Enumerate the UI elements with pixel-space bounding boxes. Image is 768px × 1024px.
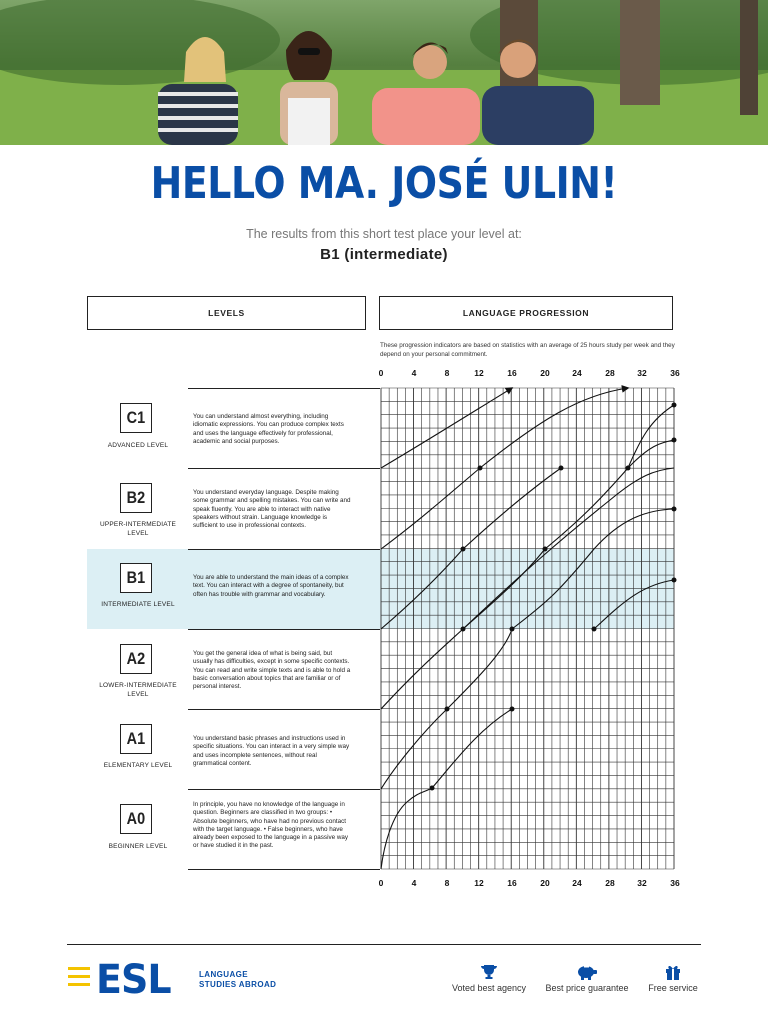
tagline-line-1: LANGUAGE [199,970,248,979]
perk-label: Voted best agency [451,983,527,993]
axis-tick-bottom: 24 [572,878,582,888]
axis-tick-top: 20 [540,368,550,378]
tagline-line-2: STUDIES ABROAD [199,980,277,989]
axis-tick-bottom: 0 [378,878,384,888]
level-desc-c1: You can understand almost everything, including idiomatic expressions. You can produce complex texts and uses the language effectively for professional, academic and social purposes. [193,413,344,445]
footer-divider [67,944,701,945]
progress-curve-b1 [381,388,628,549]
level-badge-c1: C1 [120,403,152,433]
level-badge-a0: A0 [120,804,152,834]
axis-tick-bottom: 20 [540,878,550,888]
level-badge-b2: B2 [120,483,152,513]
perk-label: Free service [648,983,698,993]
perk-free-service [644,964,702,993]
axis-tick-top: 28 [605,368,615,378]
progression-header: LANGUAGE PROGRESSION [379,296,673,330]
perk-best-agency [448,964,530,993]
level-desc-a2: You get the general idea of what is being said, but usually has difficulties, except in some specific contexts. You can read and write simple texts and is able to hold a basic conversation about topics that are familiar or of personal interest. [193,650,351,691]
level-name-b2: UPPER-INTERMEDIATE LEVEL [99,521,177,537]
axis-tick-bottom: 28 [605,878,615,888]
level-badge-a2: A2 [120,644,152,674]
axis-tick-top: 32 [637,368,647,378]
level-desc-b2: You understand everyday language. Despite making some grammar and spelling mistakes. You can write and speak fluently. You are able to interact with native speakers without strain. Language knowledge is sufficient to use in professional contexts. [193,489,351,530]
progress-curve-c1-c [545,440,674,549]
axis-tick-top: 24 [572,368,582,378]
axis-tick-bottom: 12 [474,878,484,888]
logo-tagline [199,970,276,990]
axis-tick-bottom: 36 [670,878,680,888]
piggy-bank-icon [576,964,598,980]
axis-tick-bottom: 4 [411,878,417,888]
axis-tick-bottom: 32 [637,878,647,888]
level-badge-b1: B1 [120,563,152,593]
progression-note: These progression indicators are based on statistics with an average of 25 hours study per week and they depend on your personal commitment. [380,342,675,358]
greeting-title: HELLO MA. JOSÉ ULIN! [150,158,618,209]
axis-tick-top: 12 [474,368,484,378]
esl-logo: ESL [96,957,171,1003]
trophy-icon [480,964,498,980]
axis-tick-top: 8 [444,368,450,378]
perk-best-price [540,964,634,993]
levels-header: LEVELS [87,296,366,330]
axis-tick-top: 36 [670,368,680,378]
result-level: B1 (intermediate) [320,246,448,263]
axis-tick-top: 16 [507,368,517,378]
level-desc-a1: You understand basic phrases and instructions used in specific situations. You can interact in a very simple way and uses incomplete sentences, without real grammatical content. [193,735,350,767]
axis-tick-bottom: 8 [444,878,450,888]
axis-tick-top: 0 [378,368,384,378]
progress-curve-c1-d [594,580,674,629]
level-name-a0: BEGINNER LEVEL [108,843,168,850]
level-name-b1: INTERMEDIATE LEVEL [101,601,175,608]
level-badge-a1: A1 [120,724,152,754]
level-name-a1: ELEMENTARY LEVEL [103,762,173,769]
gift-icon [665,964,681,980]
level-name-a2: LOWER-INTERMEDIATE LEVEL [99,682,177,698]
level-name-c1: ADVANCED LEVEL [107,442,169,449]
axis-tick-top: 4 [411,368,417,378]
logo-bars-icon [68,967,90,991]
level-desc-a0: In principle, you have no knowledge of the language in question. Beginners are classified in two groups: • Absolute beginners, who have had no previous contact with the target language. • False beginners, who have already been exposed to the language in a passive way or have studied it in the past. [193,801,349,850]
result-intro: The results from this short test place your level at: [246,227,522,241]
perk-label: Best price guarantee [545,983,629,993]
level-desc-b1: You are able to understand the main ideas of a complex text. You can interact with a degree of spontaneity, but often has trouble with grammar and vocabulary. [193,574,349,598]
axis-tick-bottom: 16 [507,878,517,888]
